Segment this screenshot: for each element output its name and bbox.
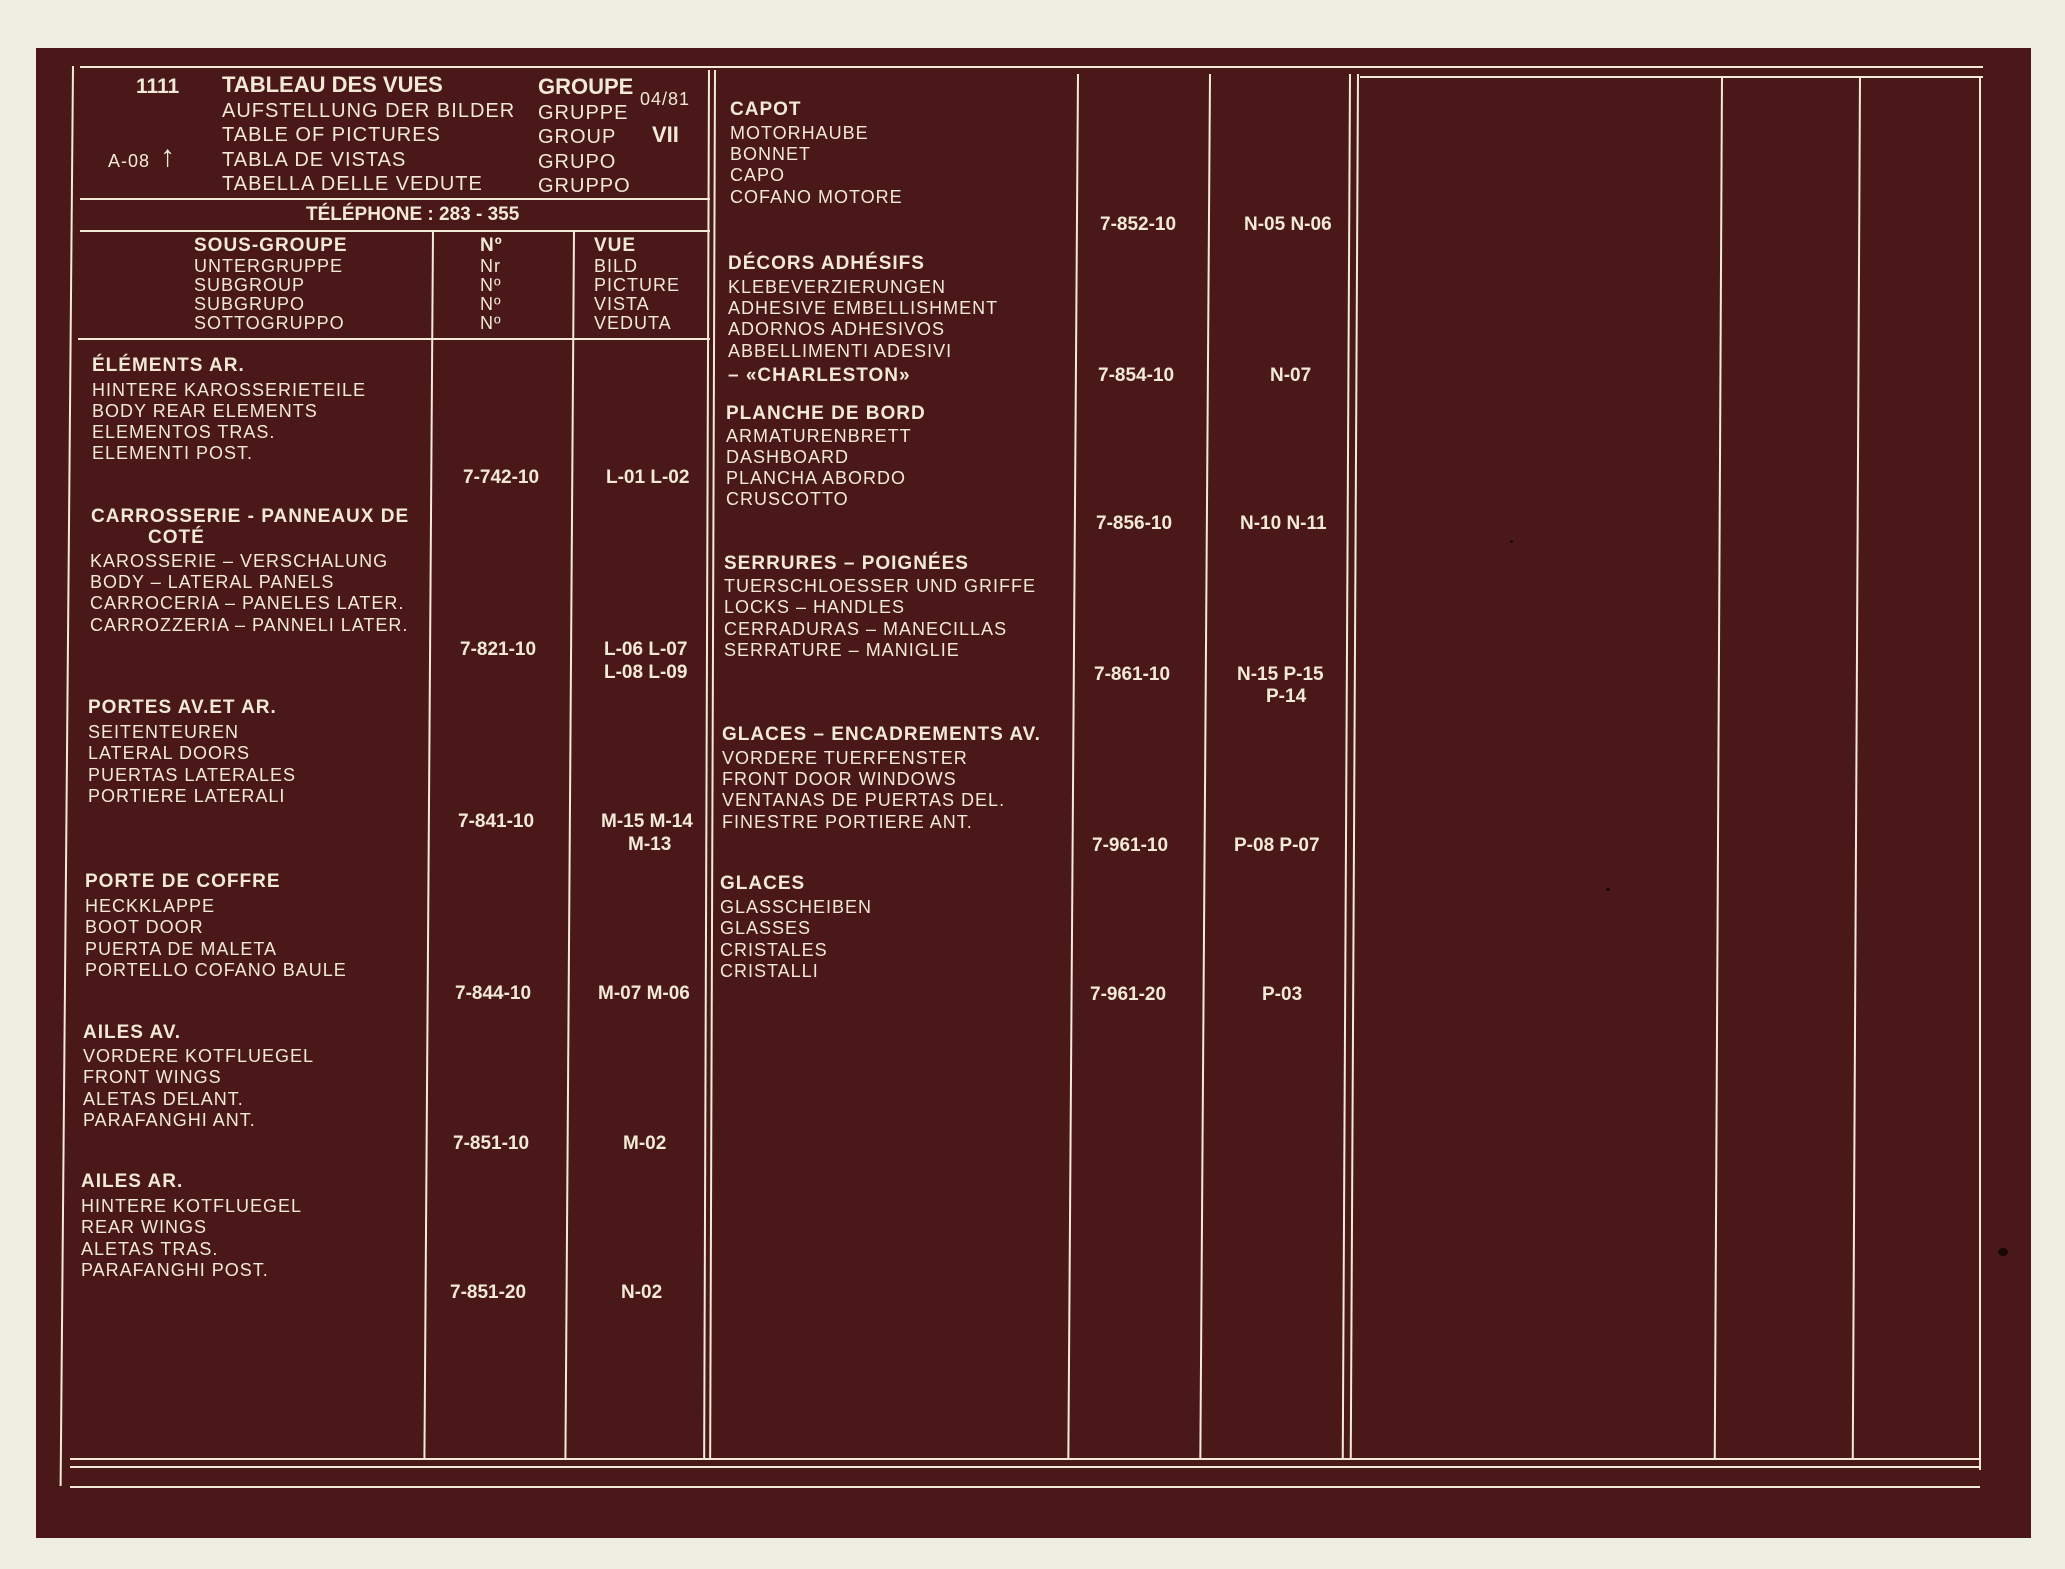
entry-view: M-13 [628,834,672,855]
entry-line: REAR WINGS [81,1217,208,1237]
entry-line: HECKKLAPPE [85,896,216,916]
colhead-subgroup-de: UNTERGRUPPE [194,256,344,276]
colhead-view-fr: VUE [594,235,637,256]
entry-title: CARROSSERIE - PANNEAUX DE [91,506,410,527]
entry-title: GLACES [720,873,806,894]
entry-line: PORTIERE LATERALI [88,786,286,806]
entry-line: GLASSES [720,918,812,938]
colhead-number-es: Nº [480,294,502,314]
entry-line: ELEMENTI POST. [92,443,254,463]
entry-view: M-02 [623,1133,667,1154]
entry-line: KAROSSERIE – VERSCHALUNG [90,551,389,571]
frame-top-line [80,66,1983,68]
col-line-3b [709,70,716,1460]
entry-part-number: 7-961-10 [1092,835,1169,856]
arrow-up-icon: ↑ [160,140,175,173]
title-fr: TABLEAU DES VUES [222,72,443,97]
entry-line: VORDERE TUERFENSTER [722,748,968,768]
colhead-divider [78,338,710,340]
date: 04/81 [640,89,691,109]
entry-line: HINTERE KAROSSERIETEILE [92,380,367,400]
colhead-number-de: Nr [480,256,501,276]
colhead-view-it: VEDUTA [594,313,672,333]
title-es: TABLA DE VISTAS [222,149,407,171]
entry-line: PUERTA DE MALETA [85,939,278,959]
entry-line: LATERAL DOORS [88,743,251,763]
entry-view: P-14 [1266,686,1307,707]
group-label-en: GROUP [538,126,617,148]
group-label-it: GRUPPO [538,175,631,197]
entry-part-number: 7-841-10 [458,811,535,832]
entry-line: KLEBEVERZIERUNGEN [728,277,947,297]
sheet-code: A-08 [108,151,151,171]
entry-view: M-07 M-06 [598,983,690,1004]
dust-speck [1510,540,1513,543]
entry-title: ÉLÉMENTS AR. [92,355,245,376]
entry-part-number: 7-844-10 [455,983,532,1004]
entry-part-number: 7-851-10 [453,1133,530,1154]
col-line-6b [1350,74,1359,1460]
entry-line: CRISTALES [720,940,828,960]
entry-title: GLACES – ENCADREMENTS AV. [722,724,1041,745]
entry-view: L-08 L-09 [604,662,688,683]
entry-view: N-05 N-06 [1244,214,1332,235]
entry-line: ADORNOS ADHESIVOS [728,319,946,339]
entry-view: N-10 N-11 [1240,513,1327,534]
entry-line: MOTORHAUBE [730,123,869,143]
title-de: AUFSTELLUNG DER BILDER [222,100,516,122]
entry-view: P-03 [1262,984,1303,1005]
entry-title: PORTE DE COFFRE [85,871,281,892]
entry-line: PLANCHA ABORDO [726,468,907,488]
col-line-4 [1067,74,1079,1460]
entry-line: ALETAS TRAS. [81,1239,219,1259]
colhead-subgroup-it: SOTTOGRUPPO [194,313,345,333]
entry-view: M-15 M-14 [601,811,693,832]
entry-part-number: 7-856-10 [1096,513,1173,534]
telephone-divider [80,230,710,232]
entry-line: CERRADURAS – MANECILLAS [724,619,1008,639]
entry-part-number: 7-742-10 [463,467,540,488]
entry-part-number: 7-851-20 [450,1282,527,1303]
entry-line: FRONT DOOR WINDOWS [722,769,957,789]
colhead-view-de: BILD [594,256,639,276]
frame-bottom-line [70,1466,1980,1468]
colhead-subgroup-en: SUBGROUP [194,275,306,295]
entry-line: ELEMENTOS TRAS. [92,422,276,442]
entry-title: SERRURES – POIGNÉES [724,553,969,574]
entry-line: SERRATURE – MANIGLIE [724,640,960,660]
title-it: TABELLA DELLE VEDUTE [222,173,483,195]
col-line-7 [1714,76,1723,1460]
entry-line: COFANO MOTORE [730,187,903,207]
dust-speck [1998,1248,2008,1256]
entry-view: L-01 L-02 [606,467,690,488]
entry-line: CRUSCOTTO [726,489,849,509]
sheet-number: 1111 [136,75,180,98]
entry-line: VORDERE KOTFLUEGEL [83,1046,315,1066]
colhead-number-fr: Nº [480,235,503,256]
frame-top-line-right [1360,76,1983,78]
entry-part-number: 7-852-10 [1100,214,1177,235]
group-label-de: GRUPPE [538,102,629,124]
entry-part-number: 7-861-10 [1094,664,1171,685]
entry-line: LOCKS – HANDLES [724,597,906,617]
entry-view: N-02 [621,1282,663,1303]
entry-line: PARAFANGHI ANT. [83,1110,256,1130]
entry-line: CARROCERIA – PANELES LATER. [90,593,405,613]
entry-line: ADHESIVE EMBELLISHMENT [728,298,999,318]
entry-line: SEITENTEUREN [88,722,240,742]
colhead-number-it: Nº [480,313,502,333]
entry-line: BONNET [730,144,812,164]
col-line-2 [564,230,575,1460]
entry-line: HINTERE KOTFLUEGEL [81,1196,303,1216]
entry-line: ARMATURENBRETT [726,426,912,446]
frame-bottom-line-2 [70,1486,1980,1488]
entry-line: PARAFANGHI POST. [81,1260,269,1280]
entry-line: BODY – LATERAL PANELS [90,572,335,592]
entry-title: PORTES AV.ET AR. [88,697,277,718]
entry-part-number: 7-854-10 [1098,365,1175,386]
entry-line: CARROZZERIA – PANNELI LATER. [90,615,409,635]
entry-line: ALETAS DELANT. [83,1089,244,1109]
telephone: TÉLÉPHONE : 283 - 355 [306,204,520,225]
col-line-1 [423,230,434,1460]
title-en: TABLE OF PICTURES [222,124,441,146]
entry-line: ABBELLIMENTI ADESIVI [728,341,953,361]
entry-line: PUERTAS LATERALES [88,765,297,785]
entry-part-number: 7-821-10 [460,639,537,660]
group-label-es: GRUPO [538,151,617,173]
entry-line: TUERSCHLOESSER UND GRIFFE [724,576,1037,596]
entry-line: PORTELLO COFANO BAULE [85,960,347,980]
entry-line: FRONT WINGS [83,1067,222,1087]
colhead-view-es: VISTA [594,294,650,314]
entry-line: FINESTRE PORTIERE ANT. [722,812,973,832]
group-number: VII [652,122,679,147]
col-line-6 [1342,74,1351,1460]
entry-view: P-08 P-07 [1234,835,1320,856]
entry-line: BOOT DOOR [85,917,204,937]
entry-line: CAPO [730,165,786,185]
entry-title-cont: COTÉ [148,527,205,548]
colhead-subgroup-es: SUBGRUPO [194,294,306,314]
entry-view: L-06 L-07 [604,639,688,660]
entry-title: AILES AR. [81,1171,184,1192]
entry-line: DASHBOARD [726,447,850,467]
entry-line: GLASSCHEIBEN [720,897,873,917]
group-label-fr: GROUPE [538,74,634,99]
col-line-8 [1852,76,1861,1460]
frame-left-line [60,66,74,1486]
col-line-5 [1199,74,1211,1460]
entry-title: AILES AV. [83,1022,182,1043]
header-divider [80,198,710,200]
entry-line: VENTANAS DE PUERTAS DEL. [722,790,1006,810]
frame-right-line [1979,76,1981,1470]
entry-line: CRISTALLI [720,961,819,981]
entry-view: N-07 [1270,365,1312,386]
colhead-number-en: Nº [480,275,502,295]
entry-title: CAPOT [730,99,802,120]
entry-title: DÉCORS ADHÉSIFS [728,253,925,274]
colhead-subgroup-fr: SOUS-GROUPE [194,235,348,256]
colhead-view-en: PICTURE [594,275,681,295]
entry-title: PLANCHE DE BORD [726,403,926,424]
entry-extra: – «CHARLESTON» [728,365,911,386]
entry-view: N-15 P-15 [1237,664,1324,685]
entry-part-number: 7-961-20 [1090,984,1167,1005]
dust-speck [1606,888,1610,891]
entry-line: BODY REAR ELEMENTS [92,401,318,421]
table-bottom-line [70,1458,1980,1460]
